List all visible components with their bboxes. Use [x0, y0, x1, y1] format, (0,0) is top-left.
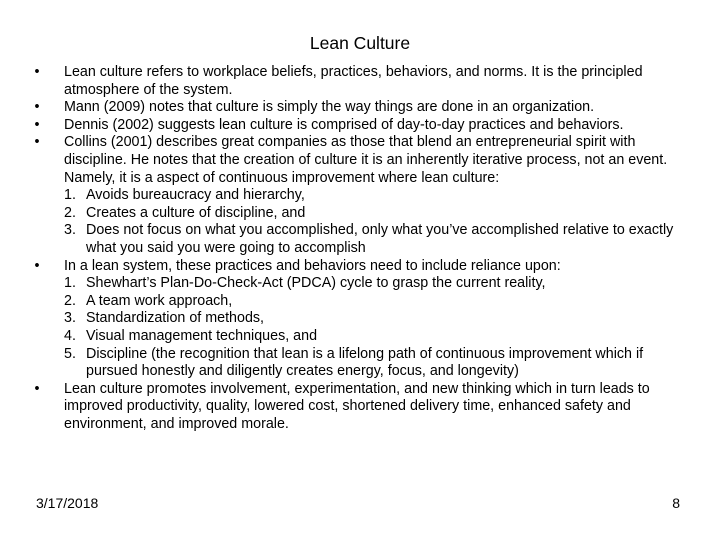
numbered-item	[30, 205, 690, 223]
bullet-item	[30, 64, 690, 99]
bullet-text: Lean culture promotes involvement, experimentation, and new thinking which in turn leads to improved productivity, quality, lowered cost, shortened delivery time, enhanced safety and environment, and improved morale.	[64, 380, 650, 432]
bullet-item	[30, 99, 690, 117]
bullet-marker: •	[34, 64, 40, 80]
bullet-marker: •	[34, 116, 40, 133]
item-text: Discipline (the recognition that lean is a lifelong path of continuous improvement which if pursued honestly and diligently creates energy, focus, and longevity)	[86, 345, 644, 380]
bullet-marker: •	[34, 257, 40, 274]
item-number: 5.	[64, 345, 76, 362]
bullet-item	[30, 117, 690, 135]
item-text: Standardization of methods,	[86, 310, 265, 327]
item-text: A team work approach,	[86, 292, 233, 309]
item-text: Creates a culture of discipline, and	[86, 204, 306, 221]
slide-body	[30, 64, 690, 433]
numbered-item	[30, 187, 690, 205]
bullet-text: In a lean system, these practices and behaviors need to include reliance upon:	[64, 257, 561, 274]
bullet-marker: •	[34, 380, 40, 397]
item-number: 3.	[64, 310, 76, 327]
bullet-item	[30, 258, 690, 276]
bullet-marker: •	[34, 99, 40, 116]
item-text: Avoids bureaucracy and hierarchy,	[86, 187, 305, 204]
item-number: 2.	[64, 292, 76, 309]
numbered-item	[30, 275, 690, 293]
item-text: Does not focus on what you accomplished, only what you’ve accomplished relative to exactly what you said you were going to accomplish	[86, 222, 674, 256]
bullet-item	[30, 381, 690, 434]
item-number: 2.	[64, 204, 76, 221]
item-number: 4.	[64, 327, 76, 344]
bullet-text: Dennis (2002) suggests lean culture is comprised of day-to-day practices and behaviors.	[64, 116, 624, 133]
bullet-text: Collins (2001) describes great companies as those that blend an entrepreneurial spirit with discipline. He notes that the creation of culture it is an inherently iterative process, not an event. Namely, it is a aspect of continuous improvement where lean culture:	[64, 134, 668, 186]
page-number: 8	[672, 495, 680, 511]
item-number: 1.	[64, 275, 76, 292]
item-number: 3.	[64, 222, 76, 239]
item-text: Visual management techniques, and	[86, 327, 318, 344]
bullet-text: Mann (2009) notes that culture is simply the way things are done in an organization.	[64, 99, 595, 116]
numbered-item	[30, 310, 690, 328]
item-text: Shewhart’s Plan-Do-Check-Act (PDCA) cycle to grasp the current reality,	[86, 275, 546, 292]
numbered-item	[30, 293, 690, 311]
item-number: 1.	[64, 187, 76, 204]
slide-title: Lean Culture	[309, 33, 411, 53]
numbered-item	[30, 222, 690, 257]
numbered-item	[30, 346, 690, 381]
bullet-text: Lean culture refers to workplace beliefs, practices, behaviors, and norms. It is the principled atmosphere of the system.	[64, 64, 643, 98]
slide-date: 3/17/2018	[36, 495, 99, 511]
bullet-item	[30, 134, 690, 187]
numbered-item	[30, 328, 690, 346]
bullet-marker: •	[34, 134, 40, 151]
